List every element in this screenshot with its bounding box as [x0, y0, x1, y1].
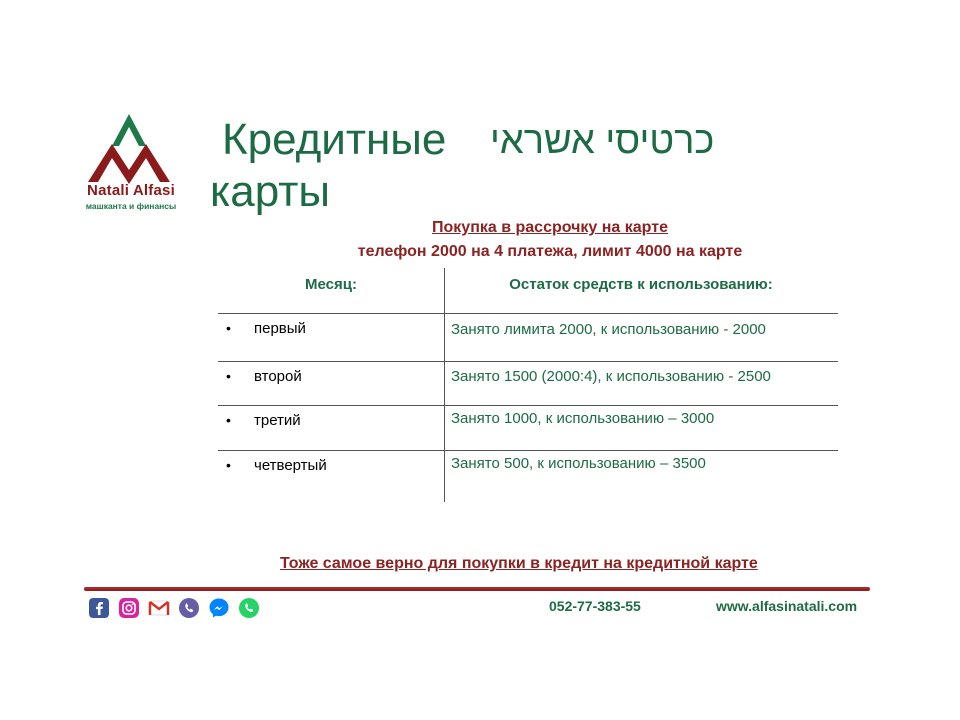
- installment-table: [218, 268, 838, 502]
- bullet: •: [226, 320, 231, 336]
- logo-tagline: машканта и финансы: [85, 201, 177, 211]
- footer-divider: [84, 587, 870, 591]
- phone-number[interactable]: 052-77-383-55: [549, 598, 641, 614]
- messenger-icon[interactable]: [208, 597, 230, 619]
- month-cell: первый: [254, 320, 306, 337]
- page-title: [210, 114, 446, 218]
- remaining-cell: Занято 500, к использованию – 3500: [451, 455, 706, 472]
- title-line-2: карты: [210, 167, 330, 216]
- subtitle-line-2: телефон 2000 на 4 платежа, лимит 4000 на карте: [357, 243, 743, 260]
- month-cell: второй: [254, 368, 302, 385]
- social-icons: [88, 597, 260, 619]
- row-divider: [218, 361, 838, 362]
- subtitle-line-1: Покупка в рассрочку на карте: [432, 219, 668, 236]
- bullet: •: [226, 457, 231, 473]
- viber-icon[interactable]: [178, 597, 200, 619]
- instagram-icon[interactable]: [118, 597, 140, 619]
- table-row: [218, 457, 838, 497]
- footnote: Тоже самое верно для покупки в кредит на кредитной карте: [280, 555, 758, 572]
- whatsapp-icon[interactable]: [238, 597, 260, 619]
- table-row: [218, 320, 838, 360]
- logo-name: Natali Alfasi: [87, 182, 175, 199]
- bullet: •: [226, 412, 231, 428]
- website-link[interactable]: www.alfasinatali.com: [716, 598, 858, 614]
- column-header-remaining: Остаток средств к использованию:: [509, 276, 773, 293]
- facebook-icon[interactable]: [88, 597, 110, 619]
- table-row: [218, 368, 838, 408]
- remaining-cell: Занято 1000, к использованию – 3000: [451, 410, 715, 427]
- gmail-icon[interactable]: [148, 597, 170, 619]
- bullet: •: [226, 368, 231, 384]
- remaining-cell: Занято 1500 (2000:4), к использованию - 2500: [451, 368, 771, 385]
- column-header-month: Месяц:: [305, 276, 357, 293]
- month-cell: третий: [254, 412, 301, 429]
- title-line-1: Кредитные: [222, 115, 447, 164]
- logo-mountains-icon: [84, 112, 174, 184]
- title-hebrew: כרטיסי אשראי: [490, 120, 715, 162]
- row-divider: [218, 313, 838, 314]
- company-logo: [72, 108, 192, 218]
- remaining-cell: Занято лимита 2000, к использованию - 2000: [451, 321, 766, 338]
- table-row: [218, 412, 838, 452]
- month-cell: четвертый: [254, 457, 327, 474]
